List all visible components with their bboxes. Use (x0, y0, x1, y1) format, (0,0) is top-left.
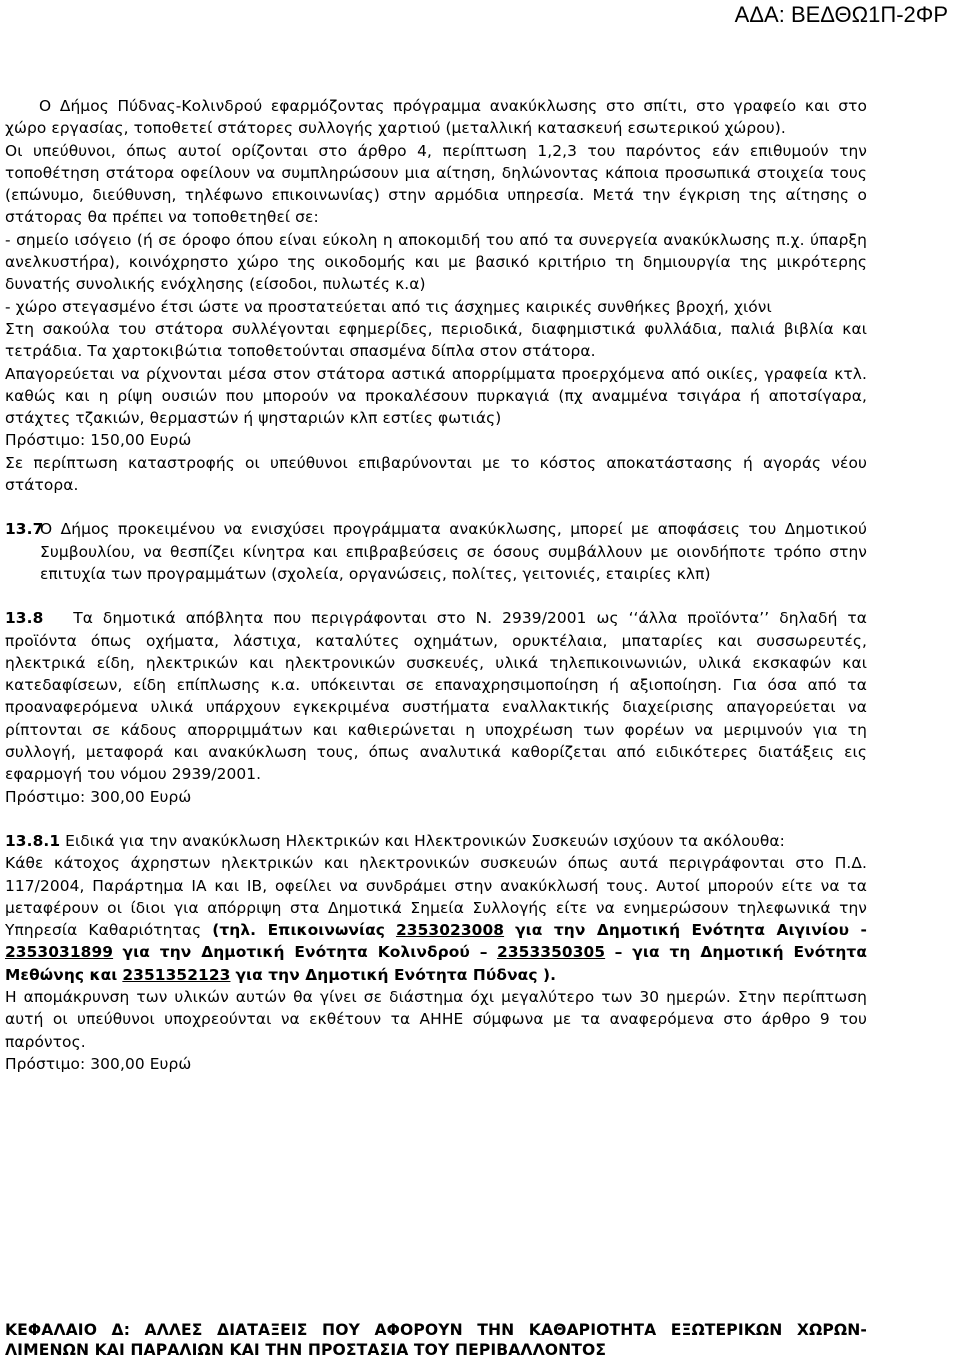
section-text: Ειδικά για την ανακύκλωση Ηλεκτρικών και Ηλεκτρονικών Συσκευών ισχύουν τα ακόλουθα: (65, 831, 785, 850)
section-number: 13.8.1 (5, 831, 61, 850)
phone-methoni[interactable]: 2353350305 (497, 943, 606, 962)
section-text: Ο Δήμος προκειμένου να ενισχύσει προγράμματα ανακύκλωσης, μπορεί με αποφάσεις του Δημοτικού Συμβουλίου, να θεσπίζει κίνητρα και επιβραβεύσεις σε όσους συμβάλλουν με οιονδήποτε τρόπο στην επιτυχία των προγραμμάτων (σχολεία, οργανώσεις, πολίτες, γειτονιές, εταιρίες κλπ) (40, 520, 867, 583)
chapter-title: ΚΕΦΑΛΑΙΟ Δ: ΑΛΛΕΣ ΔΙΑΤΑΞΕΙΣ ΠΟΥ ΑΦΟΡΟΥΝ ΤΗΝ ΚΑΘΑΡΙΟΤΗΤΑ ΕΞΩΤΕΡΙΚΩΝ ΧΩΡΩΝ- ΛΙΜΕΝΩΝ ΚΑΙ ΠΑΡΑΛΙΩΝ ΚΑΙ ΤΗΝ ΠΡΟΣΤΑΣΙΑ ΤΟΥ ΠΕΡΙΒΑΛΛΟΝΤΟΣ (5, 1321, 867, 1359)
section-number: 13.7 (5, 520, 44, 539)
paragraph-damage: Σε περίπτωση καταστροφής οι υπεύθυνοι επιβαρύνονται με το κόστος αποκατάστασης ή αγοράς νέου στάτορα. (5, 453, 867, 495)
paragraph-location-ground: - σημείο ισόγειο (ή σε όροφο όπου είναι εύκολη η αποκομιδή του από τα συνεργεία ανακύκλωσης π.χ. ύπαρξη ανελκυστήρα), κοινόχρηστο χώρο της οικοδομής και με βασικό κριτήριο τη δημιουργία της μικρότερης δυνατής συνολικής ενόχλησης (είσοδοι, πυλωτές κ.α) (5, 230, 867, 294)
paragraph-prohibited: Απαγορεύεται να ρίχνονται μέσα στον στάτορα αστικά απορρίμματα προερχόμενα από οικίες, γραφεία κτλ. καθώς και η ρίψη ουσιών που μπορούν να προκαλέσουν πυρκαγιά (πχ αναμμένα τσιγάρα ή αποτσίγαρα, στάχτες τζακιών, θερμαστών ή ψησταριών κλπ εστίες φωτιάς) (5, 364, 867, 428)
section-13-7 (5, 518, 867, 585)
section-text: Τα δημοτικά απόβλητα που περιγράφονται στο Ν. 2939/2001 ως ‘‘άλλα προϊόντα’’ δηλαδή τα προϊόντα όπως οχήματα, λάστιχα, καταλύτες οχημάτων, ορυκτέλαια, μπαταρίες και συσσωρευτές, ηλεκτρικά είδη, ηλεκτρικών και ηλεκτρονικών συσκευές, υλικά τηλεπικοινωνιών, υλικά εκσκαφών και κατεδαφίσεων, είδη επίπλωσης κ.α. υπόκεινται σε επαναχρησιμοποίηση ή αξιοποίηση. Για όσα από τα προαναφερόμενα υλικά υπάρχουν εγκεκριμένα συστήματα εναλλακτικής διαχείρισης απαγορεύεται να ρίπτονται σε κάδους απορριμμάτων και καθιερώνεται η υποχρέωση των φορέων να μεριμνούν για τη συλλογή, μεταφορά και ανακύκλωση τους, όπως αναλυτικά καθορίζεται από ειδικότερες διατάξεις εις εφαρμογή του νόμου 2939/2001. (5, 609, 867, 784)
phone-pydna[interactable]: 2351352123 (122, 965, 231, 984)
contact-kolindros: για την Δημοτική Ενότητα Κολινδρού – (122, 943, 488, 962)
section-13-8-1 (5, 830, 867, 852)
contact-label: (τηλ. Επικοινωνίας (212, 921, 385, 940)
phone-kolindros[interactable]: 2353031899 (5, 943, 114, 962)
fine-150: Πρόστιμο: 150,00 Ευρώ (5, 431, 192, 450)
paragraph-responsibles: Οι υπεύθυνοι, όπως αυτοί ορίζονται στο άρθρο 4, περίπτωση 1,2,3 του παρόντος εάν επιθυμούν την τοποθέτηση στάτορα οφείλουν να συμπληρώσουν μια αίτηση, δηλώνοντας κάποια προσωπικά στοιχεία τους (επώνυμο, διεύθυνση, τηλέφωνο επικοινωνίας) στην αρμόδια υπηρεσία. Μετά την έγκριση της αίτησης ο στάτορας θα πρέπει να τοποθετηθεί σε: (5, 141, 867, 227)
paragraph-removal: Η απομάκρυνση των υλικών αυτών θα γίνει σε διάστημα όχι μεγαλύτερο των 30 ημερών. Στην περίπτωση αυτή οι υπεύθυνοι υποχρεούνται να εκθέτουν τα ΑΗΗΕ σύμφωνα με τα αναφερόμενα στο άρθρο 9 του παρόντος. (5, 987, 867, 1051)
paragraph-bag-contents: Στη σακούλα του στάτορα συλλέγονται εφημερίδες, περιοδικά, διαφημιστικά φυλλάδια, παλιά βιβλία και τετράδια. Τα χαρτοκιβώτια τοποθετούνται σπασμένα δίπλα στον στάτορα. (5, 319, 867, 361)
weee-text: Κάθε κάτοχος άχρηστων ηλεκτρικών και ηλεκτρονικών συσκευών όπως αυτά περιγράφονται στο Π.Δ. 117/2004, Παράρτημα ΙΑ και ΙΒ, οφείλει να συνδράμει στην ανακύκλωσή τους. Αυτοί μπορούν είτε να τα μεταφέρουν οι ίδιοι για απόρριψη στα Δημοτικά Σημεία Συλλογής είτε να ενημερώσουν τηλεφωνικά την Υπηρεσία Καθαριότητας (5, 854, 867, 940)
contact-methoni: – για τη Δημοτική Ενότητα Μεθώνης και (5, 943, 867, 984)
section-number: 13.8 (5, 609, 44, 628)
ada-code: ΑΔΑ: ΒΕΔΘΩ1Π-2ΦΡ (734, 2, 948, 27)
paragraph-location-covered: - χώρο στεγασμένο έτσι ώστε να προστατεύεται από τις άσχημες καιρικές συνθήκες βροχή, χιόνι (5, 297, 772, 316)
fine-300-a: Πρόστιμο: 300,00 Ευρώ (5, 787, 192, 806)
paragraph-intro: Ο Δήμος Πύδνας-Κολινδρού εφαρμόζοντας πρόγραμμα ανακύκλωσης στο σπίτι, στο γραφείο και στο χώρο εργασίας, τοποθετεί στάτορες συλλογής χαρτιού (μεταλλική κατασκευή εσωτερικού χώρου). (5, 97, 867, 138)
contact-pydna: για την Δημοτική Ενότητα Πύδνας ). (235, 965, 557, 984)
paragraph-weee (5, 852, 867, 986)
phone-aiginio[interactable]: 2353023008 (395, 921, 505, 940)
section-13-8 (5, 607, 867, 785)
contact-aiginio: για την Δημοτική Ενότητα Αιγινίου - (515, 921, 867, 940)
document-body (5, 95, 867, 1075)
fine-300-b: Πρόστιμο: 300,00 Ευρώ (5, 1054, 192, 1073)
